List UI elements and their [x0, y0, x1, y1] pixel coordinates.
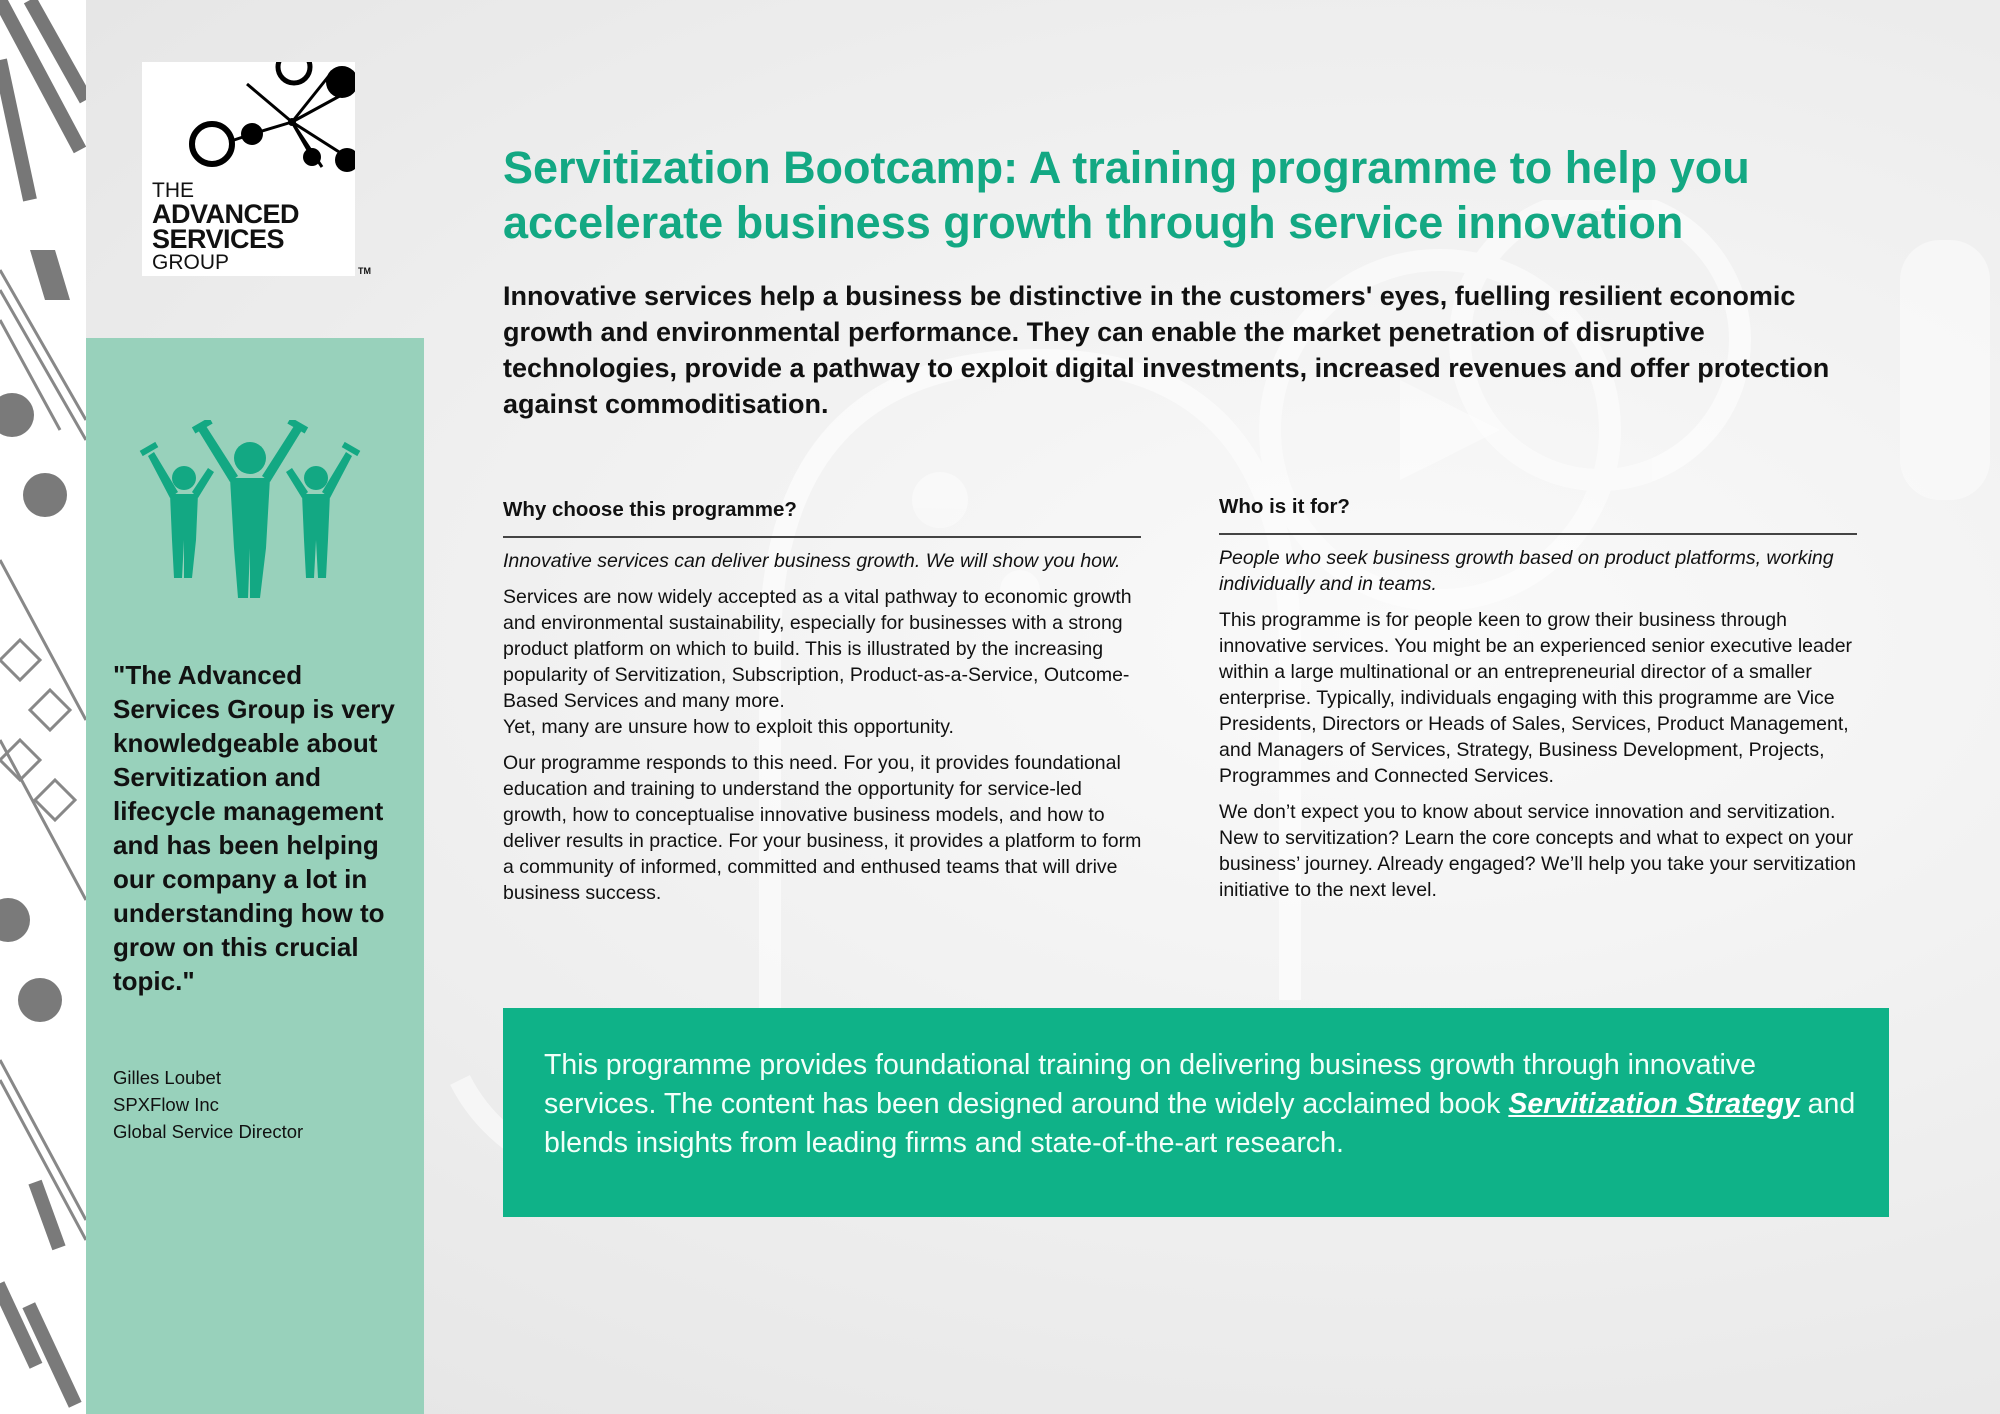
testimonial-sidebar — [86, 338, 424, 1414]
banner-text-before: This programme provides foundational training on delivering business growth through innovative services. The content has been designed around the widely acclaimed book — [544, 1049, 1756, 1120]
who-is-it-for-section — [1219, 493, 1865, 903]
attribution-role: Global Service Director — [113, 1121, 304, 1142]
logo-line-the: THE — [152, 179, 194, 202]
why-choose-section — [503, 496, 1149, 906]
why-paragraph-2: Our programme responds to this need. For you, it provides foundational education and training to understand the opportunity for service-led growth, how to conceptualise innovative business models, and how to deliver results in practice. For your business, it provides a platform to form a community of informed, committed and enthused teams that will drive business success. — [503, 751, 1142, 904]
intro-paragraph: Innovative services help a business be distinctive in the customers' eyes, fuelling resilient economic growth and environmental performance. They can enable the market penetration of disruptive technologies, provide a pathway to exploit digital investments, increased revenues and offer protection against commoditisation. — [503, 281, 1830, 419]
trademark-mark: TM — [358, 266, 371, 276]
section-heading-who: Who is it for? — [1219, 495, 1350, 518]
why-paragraph-1-text: Services are now widely accepted as a vital pathway to economic growth and environmental sustainability, especially for businesses with a strong product platform on which to build. This is illustrated by the increasing popularity of Servitization, Subscription, Product-as-a-Service, Outcome-Based Services and many more. — [503, 585, 1132, 712]
attribution-name: Gilles Loubet — [113, 1067, 221, 1088]
who-paragraph-2: We don’t expect you to know about service innovation and servitization. New to servitization? Learn the core concepts and what to expect on your business’ journey. Already engaged? We’ll help you take your servitization initiative to the next level. — [1219, 800, 1857, 901]
logo-line-group: GROUP — [152, 251, 230, 274]
section-divider — [503, 536, 1141, 538]
page-title: Servitization Bootcamp: A training programme to help you accelerate business growth through service innovation — [503, 142, 1750, 248]
logo-wordmark — [152, 180, 299, 274]
company-logo — [142, 62, 355, 276]
testimonial-attribution — [113, 1064, 303, 1145]
who-lead: People who seek business growth based on product platforms, working individually and in teams. — [1219, 546, 1834, 595]
logo-line-services: SERVICES — [152, 224, 285, 254]
network-logo-icon — [142, 62, 355, 182]
decorative-pattern-strip — [0, 0, 86, 1414]
testimonial-quote: "The Advanced Services Group is very knowledgeable about Servitization and lifecycle management and has been helping our company a lot in understanding how to grow on this crucial topic." — [113, 660, 395, 996]
team-celebrating-icon — [138, 420, 363, 600]
banner-text-after: and blends insights from leading firms and state-of-the-art research. — [544, 1088, 1856, 1159]
who-paragraph-1: This programme is for people keen to grow their business through innovative services. You might be an experienced senior executive leader within a large multinational or an entrepreneurial director of a smaller enterprise. Typically, individuals engaging with this programme are Vice Presidents, Directors or Heads of Sales, Services, Product Management, and Managers of Services, Strategy, Business Development, Projects, Programmes and Connected Services. — [1219, 608, 1853, 787]
programme-banner — [503, 1008, 1889, 1217]
attribution-company: SPXFlow Inc — [113, 1094, 219, 1115]
section-divider — [1219, 533, 1857, 535]
why-paragraph-1 — [503, 584, 1149, 740]
why-lead: Innovative services can deliver business growth. We will show you how. — [503, 549, 1121, 572]
logo-line-advanced: ADVANCED — [152, 199, 300, 229]
why-paragraph-1b-text: Yet, many are unsure how to exploit this opportunity. — [503, 715, 954, 738]
section-heading-why: Why choose this programme? — [503, 498, 797, 521]
banner-text — [544, 1046, 1864, 1163]
book-link[interactable]: Servitization Strategy — [1508, 1088, 1800, 1120]
